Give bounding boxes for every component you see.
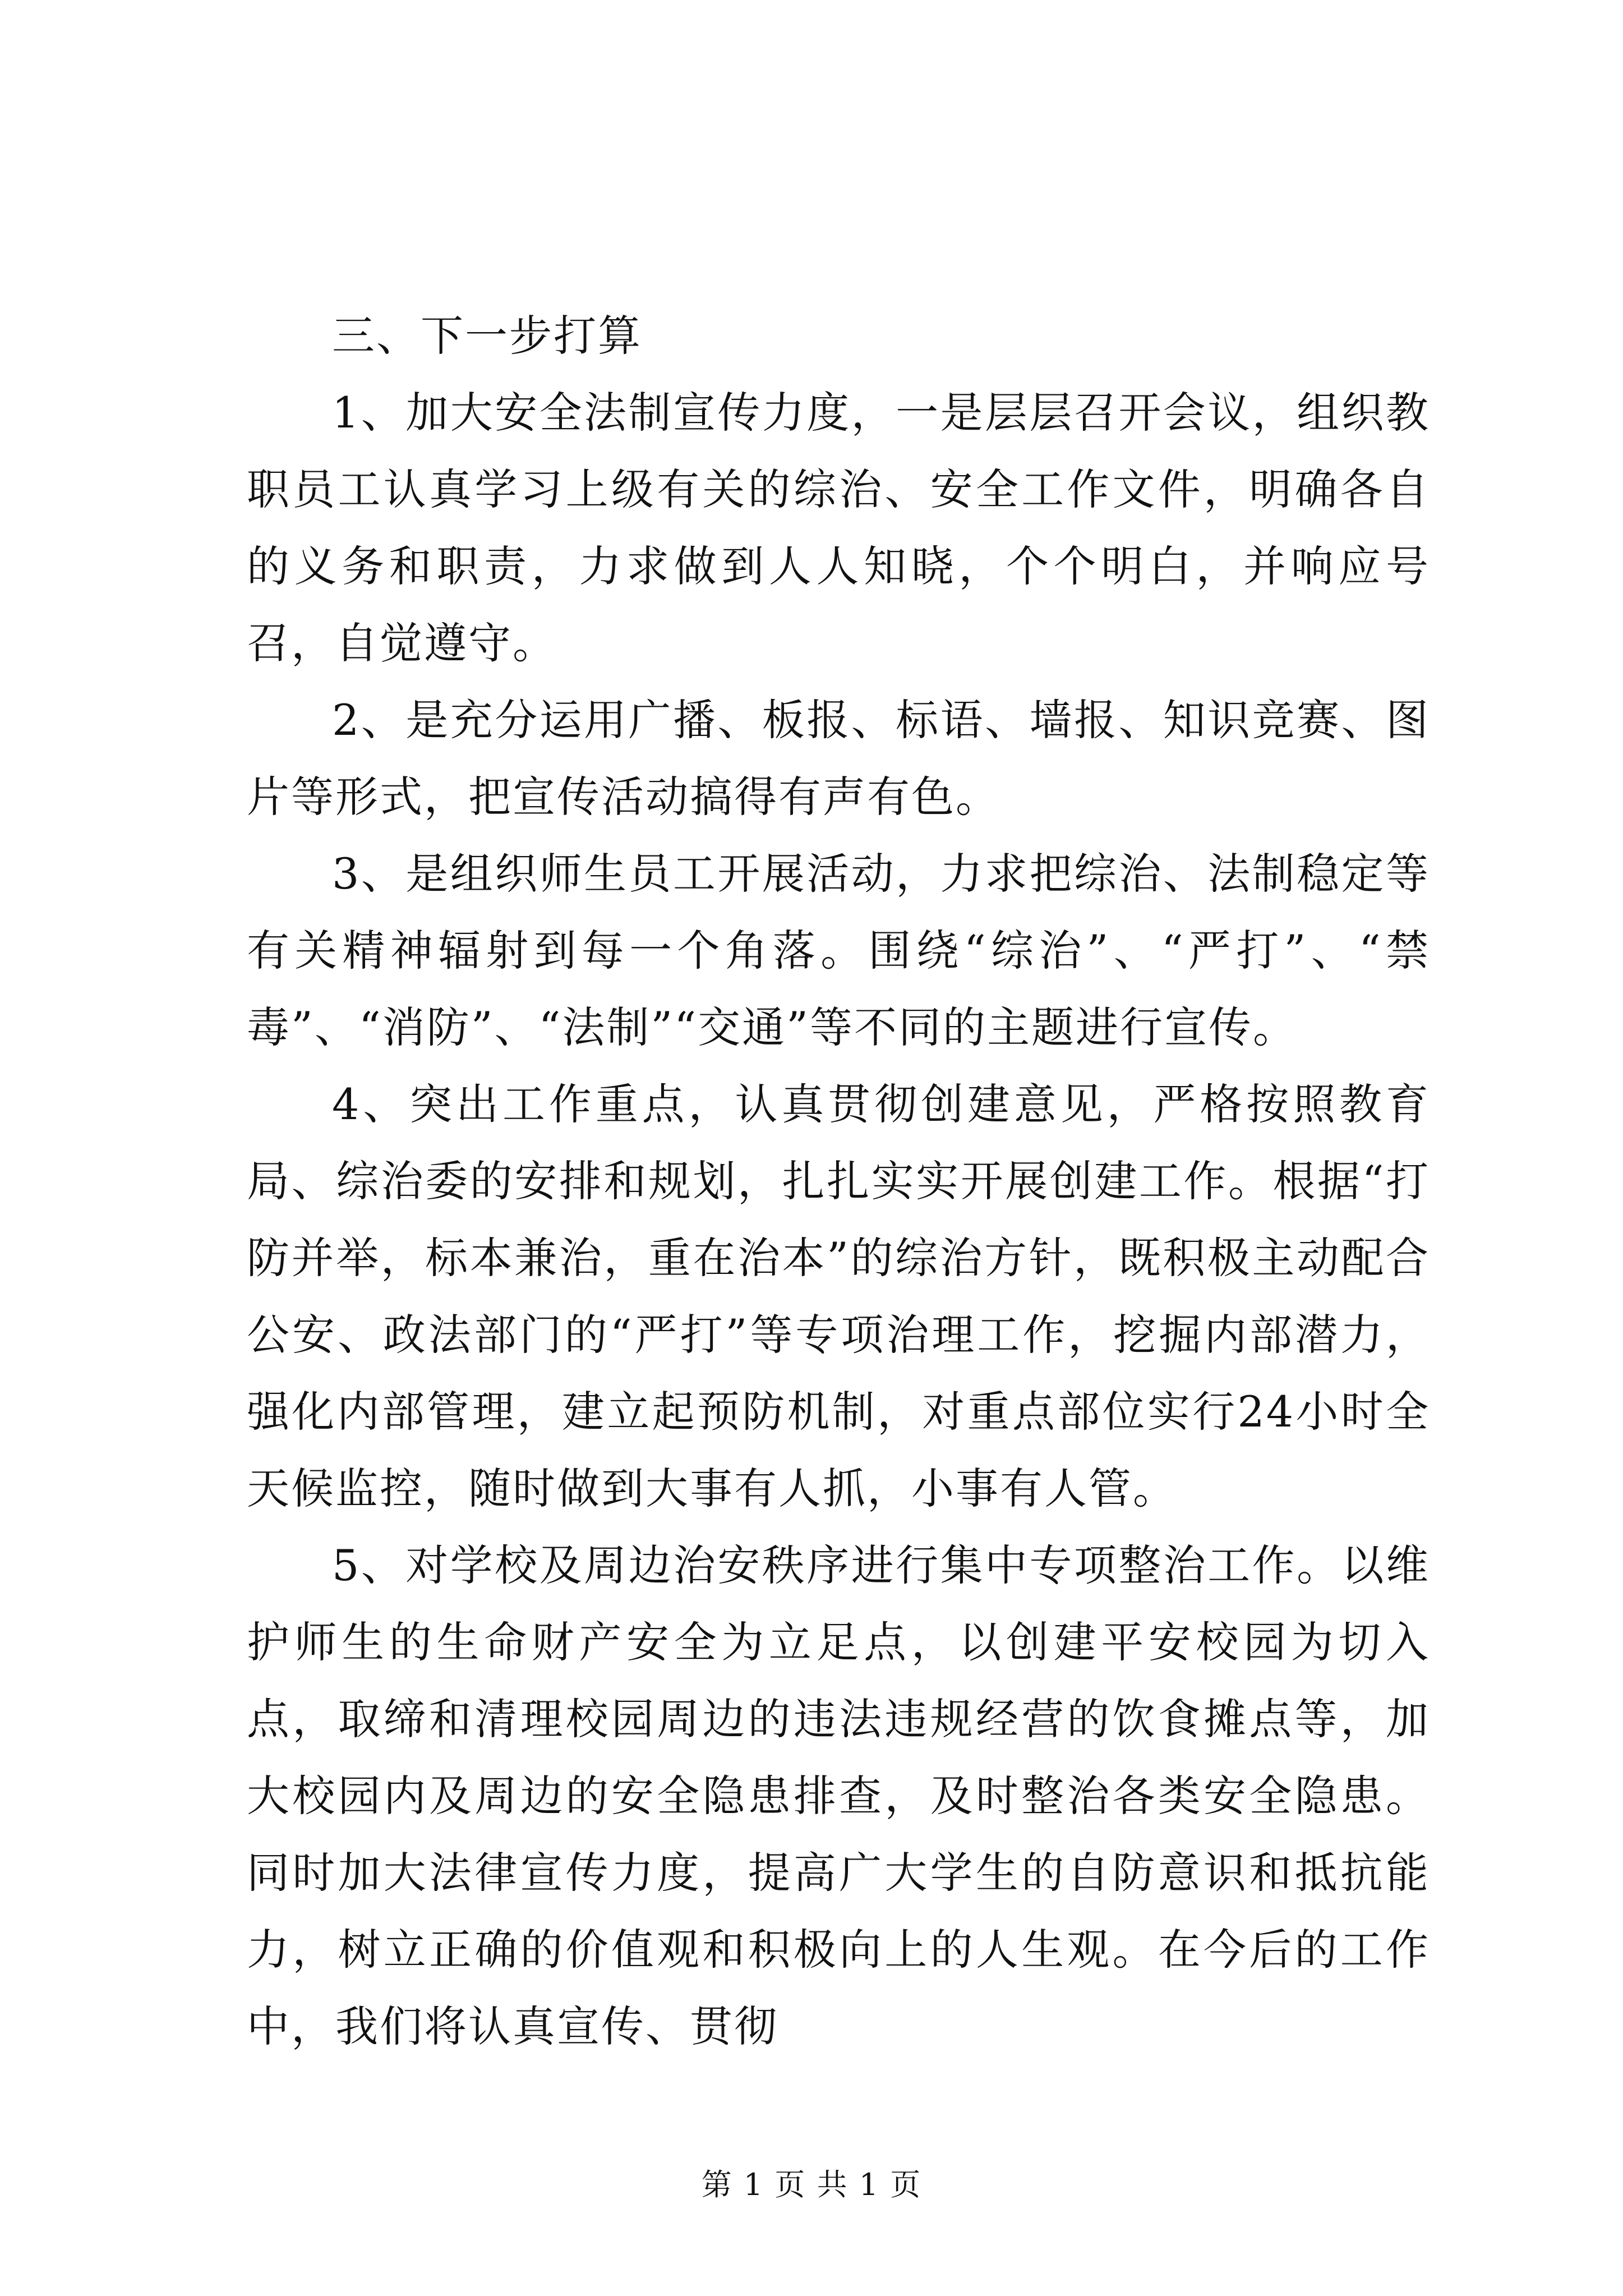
section-heading: 三、下一步打算 (332, 311, 642, 361)
paragraph-2: 2、是充分运用广播、板报、标语、墙报、知识竞赛、图片等形式，把宣传活动搞得有声有色。 (247, 695, 1430, 822)
paragraph-3: 3、是组织师生员工开展活动，力求把综治、法制稳定等有关精神辐射到每一个角落。围绕“综治”、“严打”、“禁毒”、“消防”、“法制”“交通”等不同的主题进行宣传。 (247, 849, 1430, 1052)
page-footer: 第 1 页 共 1 页 (701, 2167, 922, 2202)
paragraph-1: 1、加大安全法制宣传力度，一是层层召开会议，组织教职员工认真学习上级有关的综治、安全工作文件，明确各自的义务和职责，力求做到人人知晓，个个明白，并响应号召，自觉遵守。 (247, 388, 1430, 668)
paragraph-4: 4、突出工作重点，认真贯彻创建意见，严格按照教育局、综治委的安排和规划，扎扎实实开展创建工作。根据“打防并举，标本兼治，重在治本”的综治方针，既积极主动配合公安、政法部门的“严打”等专项治理工作，挖掘内部潜力，强化内部管理，建立起预防机制，对重点部位实行24小时全天候监控，随时做到大事有人抓，小事有人管。 (247, 1079, 1430, 1513)
document-body (247, 297, 1430, 2065)
paragraph-5: 5、对学校及周边治安秩序进行集中专项整治工作。以维护师生的生命财产安全为立足点，以创建平安校园为切入点，取缔和清理校园周边的违法违规经营的饮食摊点等，加大校园内及周边的安全隐患排查，及时整治各类安全隐患。同时加大法律宣传力度，提高广大学生的自防意识和抵抗能力，树立正确的价值观和积极向上的人生观。在今后的工作中，我们将认真宣传、贯彻 (247, 1540, 1430, 2051)
